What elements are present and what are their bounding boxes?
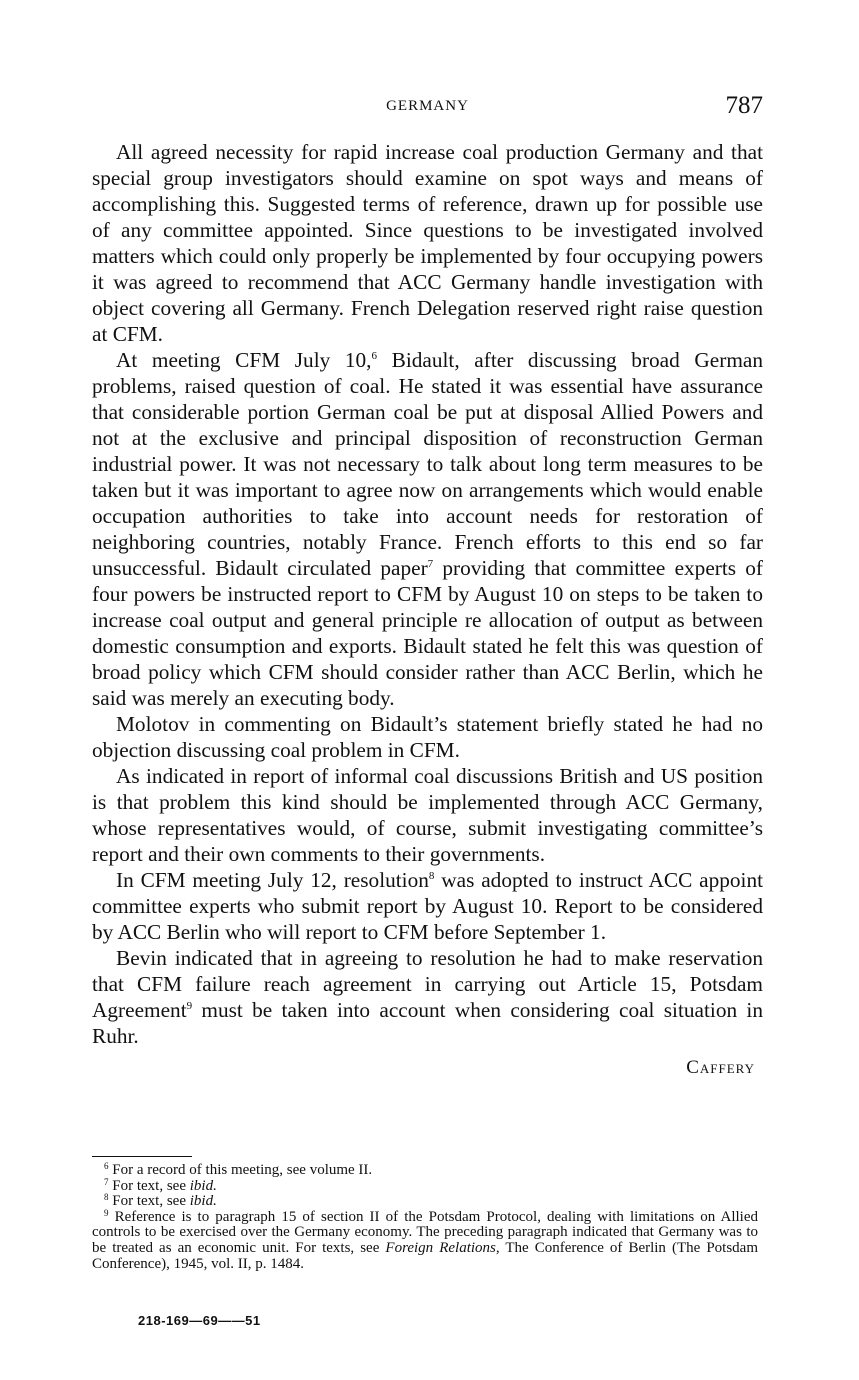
footnote-8-text: For text, see	[112, 1193, 190, 1210]
footnote-ref-9: 9	[186, 1000, 193, 1012]
paragraph-5-text-b: was adopted to instruct ACC appoint committee experts who submit report by August 10. Report to be considered by ACC Berlin who will report to CFM before September 1.	[92, 868, 764, 944]
footnote-8	[92, 1194, 758, 1210]
footnote-6-text: For a record of this meeting, see volume II.	[112, 1162, 373, 1178]
page-header	[92, 92, 763, 122]
paragraph-6	[92, 945, 763, 1049]
paragraph-5	[92, 867, 763, 945]
footnote-7-text: For text, see	[112, 1177, 190, 1194]
running-head: GERMANY	[386, 98, 469, 114]
paragraph-6-text-a: Bevin indicated that in agreeing to resolution he had to make reservation that CFM failure reach agreement in carrying out Article 15, Potsdam Agreement	[92, 946, 763, 1022]
paragraph-2-text-a: At meeting CFM July 10,	[116, 348, 372, 372]
paragraph-5-text-a: In CFM meeting July 12, resolution	[116, 868, 429, 892]
footnotes	[92, 1163, 758, 1272]
footnote-8-ibid: ibid.	[189, 1193, 217, 1210]
footnote-ref-6: 6	[371, 350, 378, 362]
footnote-7-mark: 7	[104, 1176, 109, 1187]
footnote-ref-8: 8	[428, 870, 435, 882]
footnote-9-mark: 9	[104, 1207, 109, 1218]
footnote-9	[92, 1207, 759, 1272]
footnote-8-mark: 8	[104, 1192, 109, 1203]
footnote-9-text-b: , The Conference of Berlin (The Potsdam Conference), 1945, vol. II, p. 1484.	[92, 1239, 758, 1272]
footnote-6-mark: 6	[104, 1161, 109, 1171]
footnote-9-text-a: Reference is to paragraph 15 of section II of the Potsdam Protocol, dealing with limitations on Allied controls to be exercised over the Germany economy. The preceding paragraph indicated that Germany was to be treated as an economic unit. For texts, see	[92, 1208, 759, 1256]
paragraph-1: All agreed necessity for rapid increase coal production Germany and that special group investigators should examine on spot ways and means of accomplishing this. Suggested terms of reference, drawn up for possible use of any committee appointed. Since questions to be investigated involved matters which could only properly be implemented by four occupying powers it was agreed to recommend that ACC Germany handle investigation with object covering all Germany. French Delegation reserved right raise question at CFM.	[92, 140, 763, 346]
paragraph-2-text-b: Bidault, after discussing broad German problems, raised question of coal. He stated it was essential have assurance that considerable portion German coal be put at disposal Allied Powers and not at the exclusive and principal disposition of reconstruction German industrial power. It was not necessary to talk about long term measures to be taken but it was important to agree now on arrangements which would enable occupation authorities to take into account needs for restoration of neighboring countries, notably France. French efforts to this end so far unsuccessful. Bidault circulated paper	[92, 348, 763, 580]
printer-imprint: 218-169—69——51	[138, 1313, 261, 1328]
footnote-divider	[92, 1156, 192, 1157]
body-text	[92, 139, 763, 1081]
paragraph-6-text-b: must be taken into account when considering coal situation in Ruhr.	[92, 998, 763, 1048]
paragraph-2-text-c: providing that committee experts of four powers be instructed report to CFM by August 10 on steps to be taken to increase coal output and general principle re allocation of output as between domestic consumption and exports. Bidault stated he felt this was question of broad policy which CFM should consider rather than ACC Berlin, which he said was merely an executing body.	[92, 556, 763, 710]
footnote-6	[92, 1163, 758, 1179]
footnote-7	[92, 1176, 758, 1195]
footnote-ref-7: 7	[427, 558, 434, 570]
footnote-7-ibid: ibid.	[189, 1177, 217, 1194]
paragraph-2	[92, 347, 763, 711]
paragraph-3: Molotov in commenting on Bidault’s statement briefly stated he had no objection discussing coal problem in CFM.	[92, 712, 763, 762]
paragraph-4: As indicated in report of informal coal discussions British and US position is that problem this kind should be implemented through ACC Germany, whose representatives would, of course, submit investigating committee’s report and their own comments to their governments.	[92, 764, 763, 866]
page-number: 787	[725, 92, 763, 119]
footnote-9-italic-title: Foreign Relations	[385, 1239, 496, 1256]
signature: Caffery	[686, 1057, 755, 1078]
